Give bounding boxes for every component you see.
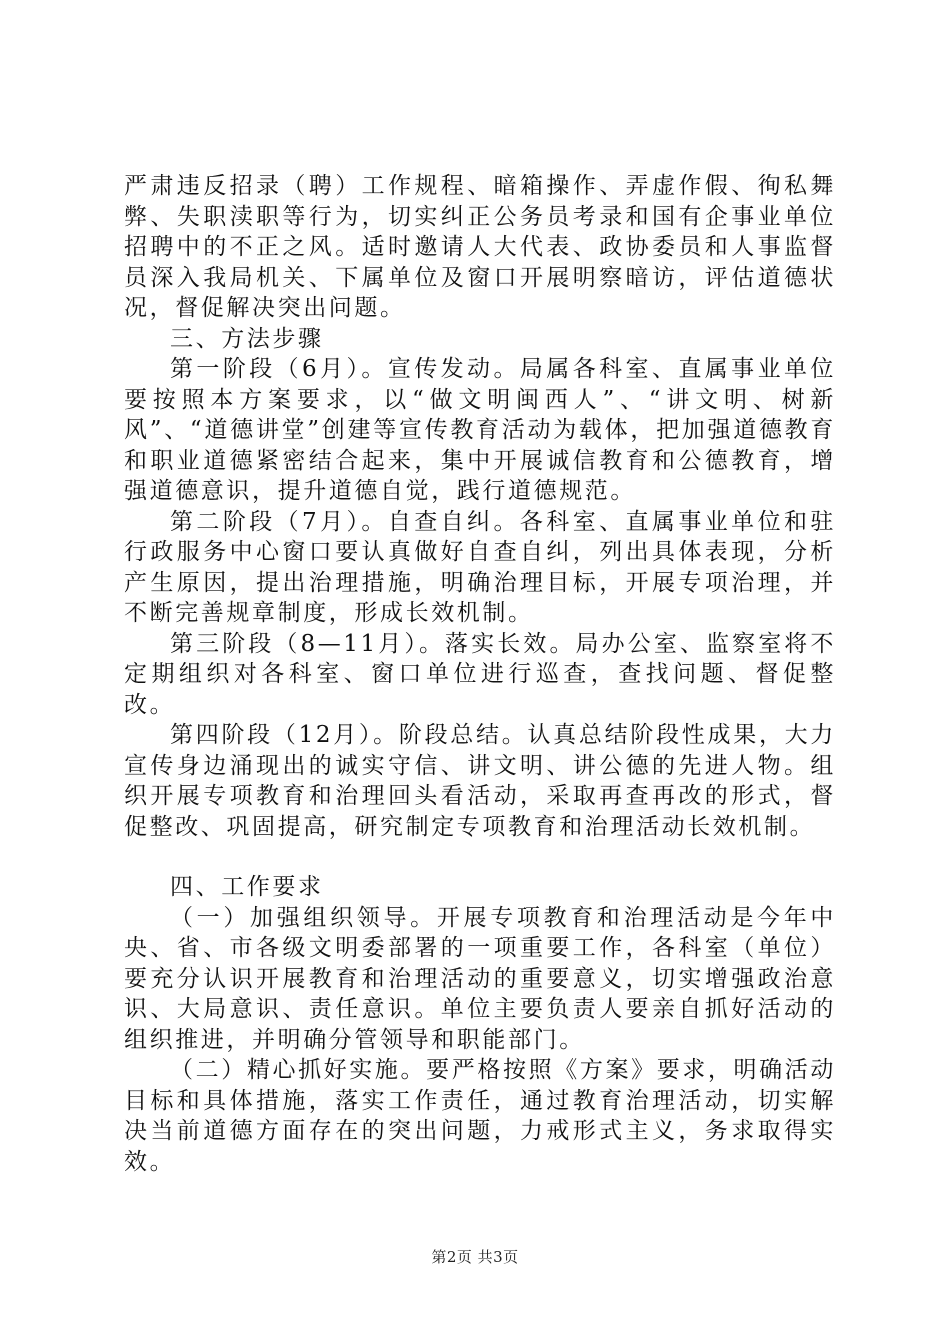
paragraph-requirement-1: （一）加强组织领导。开展专项教育和治理活动是今年中央、省、市各级文明委部署的一项重要工作，各科室（单位）要充分认识开展教育和治理活动的重要意义，切实增强政治意识、大局意识、责任意识。单位主要负责人要亲自抓好活动的组织推进，并明确分管领导和职能部门。 [124, 904, 836, 1053]
section-heading-requirements: 四、工作要求 [170, 874, 324, 900]
paragraph-stage-4: 第四阶段（12月）。阶段总结。认真总结阶段性成果，大力宣传身边涌现出的诚实守信、讲文明、讲公德的先进人物。组织开展专项教育和治理回头看活动，采取再查再改的形式，督促整改、巩固提高，研究制定专项教育和治理活动长效机制。 [124, 722, 836, 840]
paragraph-stage-2: 第二阶段（7月）。自查自纠。各科室、直属事业单位和驻行政服务中心窗口要认真做好自查自纠，列出具体表现，分析产生原因，提出治理措施，明确治理目标，开展专项治理，并不断完善规章制度，形成长效机制。 [124, 508, 836, 626]
paragraph-requirement-2: （二）精心抓好实施。要严格按照《方案》要求，明确活动目标和具体措施，落实工作责任，通过教育治理活动，切实解决当前道德方面存在的突出问题，力戒形式主义，务求取得实效。 [124, 1057, 836, 1175]
paragraph-stage-1: 第一阶段（6月）。宣传发动。局属各科室、直属事业单位要按照本方案要求，以“做文明闽西人”、“讲文明、树新风”、“道德讲堂”创建等宣传教育活动为载体，把加强道德教育和职业道德紧密结合起来，集中开展诚信教育和公德教育，增强道德意识，提升道德自觉，践行道德规范。 [124, 356, 836, 504]
page-number-footer: 第2页 共3页 [431, 1248, 519, 1266]
document-body [124, 171, 836, 1177]
paragraph-spacer [124, 842, 836, 872]
paragraph-stage-3: 第三阶段（8—11月）。落实长效。局办公室、监察室将不定期组织对各科室、窗口单位进行巡查，查找问题、督促整改。 [124, 630, 836, 718]
paragraph-recruitment-violations: 严肃违反招录（聘）工作规程、暗箱操作、弄虚作假、徇私舞弊、失职渎职等行为，切实纠正公务员考录和国有企事业单位招聘中的不正之风。适时邀请人大代表、政协委员和人事监督员深入我局机关、下属单位及窗口开展明察暗访，评估道德状况，督促解决突出问题。 [124, 173, 836, 321]
section-heading-methods: 三、方法步骤 [170, 325, 324, 352]
